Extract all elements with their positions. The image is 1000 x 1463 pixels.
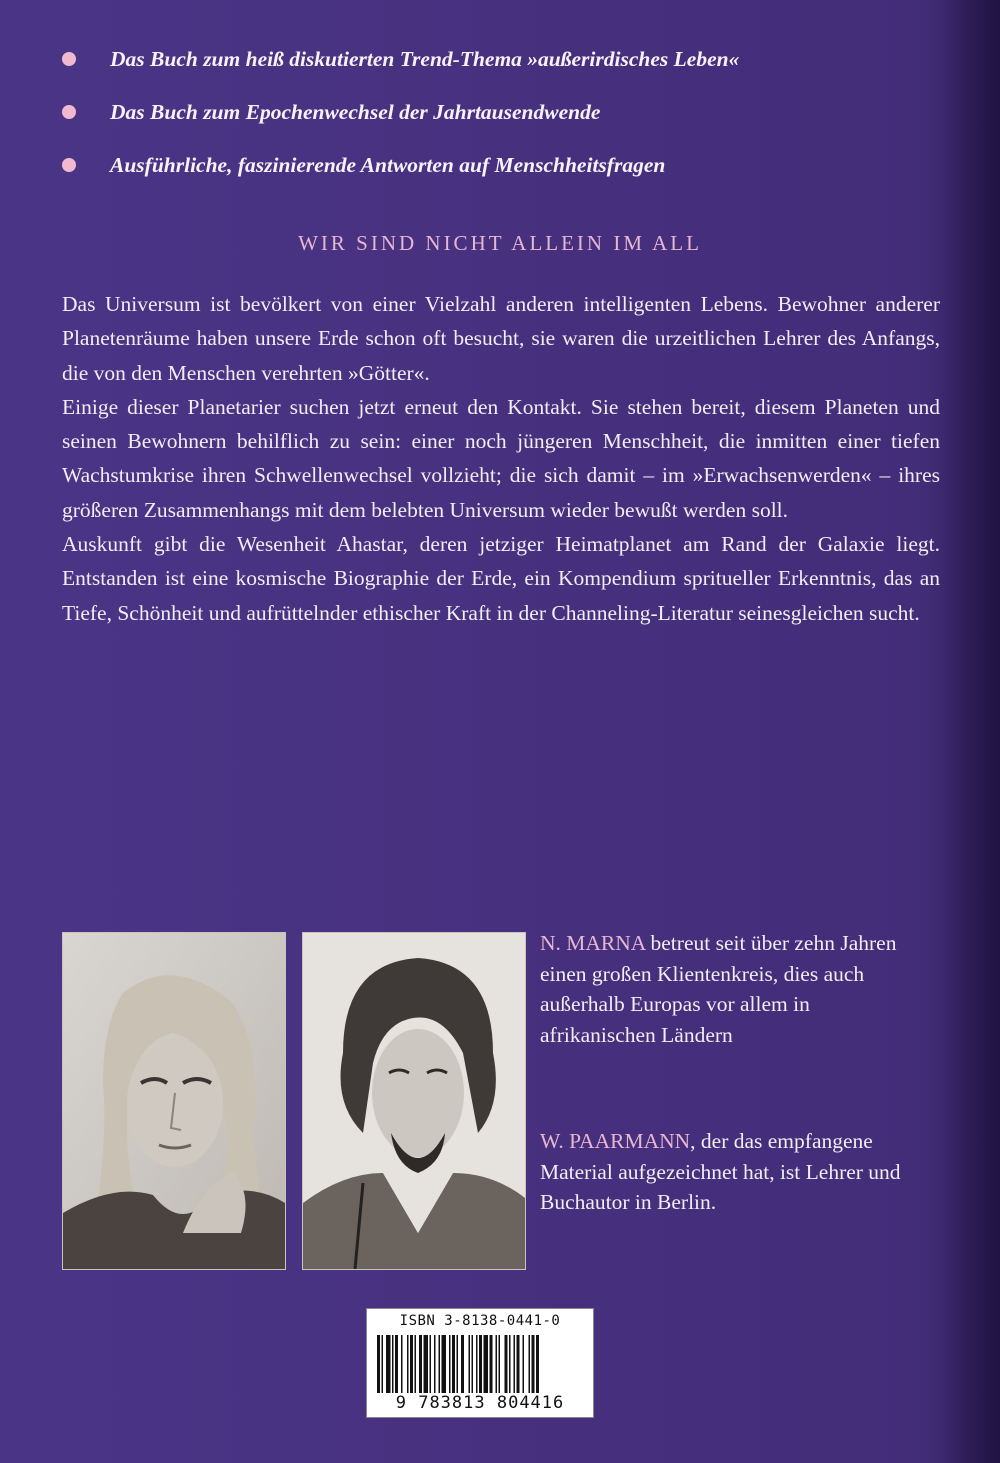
barcode-icon [377, 1335, 583, 1393]
blurb-paragraph: Das Universum ist bevölkert von einer Vielzahl anderen intelligenten Lebens. Bewohner anderer Planetenräume haben unsere Erde schon oft besucht, sie waren die urzeitlichen Lehrer des Anfangs, die von den Menschen verehrten »Götter«. [62, 292, 940, 385]
author-photo-paarmann [302, 932, 526, 1270]
bullet-dot-icon [62, 105, 76, 119]
isbn-barcode [366, 1308, 594, 1418]
bullet-text: Das Buch zum heiß diskutierten Trend-Thema »außerirdisches Leben« [110, 47, 740, 71]
headline: WIR SIND NICHT ALLEIN IM ALL [298, 231, 702, 255]
blurb-paragraph: Auskunft gibt die Wesenheit Ahastar, deren jetziger Heimatplanet am Rand der Galaxie liegt. Entstanden ist eine kosmische Biographie der Erde, ein Kompendium spritueller Erkenntnis, das an Tiefe, Schönheit und aufrüttelnder ethischer Kraft in der Channeling-Literatur seinesgleichen sucht. [62, 532, 940, 625]
author-bio-text: , der das empfangene Material aufgezeichnet hat, ist Lehrer und Buchautor in Berlin. [540, 1129, 901, 1214]
author-photo-marna [62, 932, 286, 1270]
author-bio-text: betreut seit über zehn Jahren einen großen Klientenkreis, dies auch außerhalb Europas vor allem in afrikanischen Ländern [540, 931, 897, 1047]
blurb-paragraph: Einige dieser Planetarier suchen jetzt erneut den Kontakt. Sie stehen bereit, diesem Planeten und seinen Bewohnern behilflich zu sein: einer noch jüngeren Menschheit, die inmitten einer tiefen Wachstumkrise ihren Schwellenwechsel vollzieht; die sich damit – im »Erwachsenwerden« – ihres größeren Zusammenhangs mit dem belebten Universum wieder bewußt werden soll. [62, 394, 940, 522]
author-bio-paarmann [540, 1126, 920, 1218]
spine-shadow [942, 0, 1000, 1463]
isbn-label: ISBN 3-8138-0441-0 [399, 1313, 561, 1329]
author-name: W. PAARMANN [540, 1129, 691, 1153]
author-bio-marna [540, 928, 920, 1050]
blurb-text [62, 287, 940, 630]
bullet-text: Ausführliche, faszinierende Antworten auf Menschheitsfragen [110, 153, 666, 177]
ean-number: 9 783813 804416 [395, 1393, 565, 1413]
bullet-item [62, 44, 962, 97]
bullet-item [62, 97, 962, 150]
bullet-item [62, 150, 962, 203]
bullet-dot-icon [62, 52, 76, 66]
author-name: N. MARNA [540, 931, 646, 955]
bullet-list [62, 44, 962, 203]
bullet-dot-icon [62, 158, 76, 172]
bullet-text: Das Buch zum Epochenwechsel der Jahrtausendwende [110, 100, 601, 124]
